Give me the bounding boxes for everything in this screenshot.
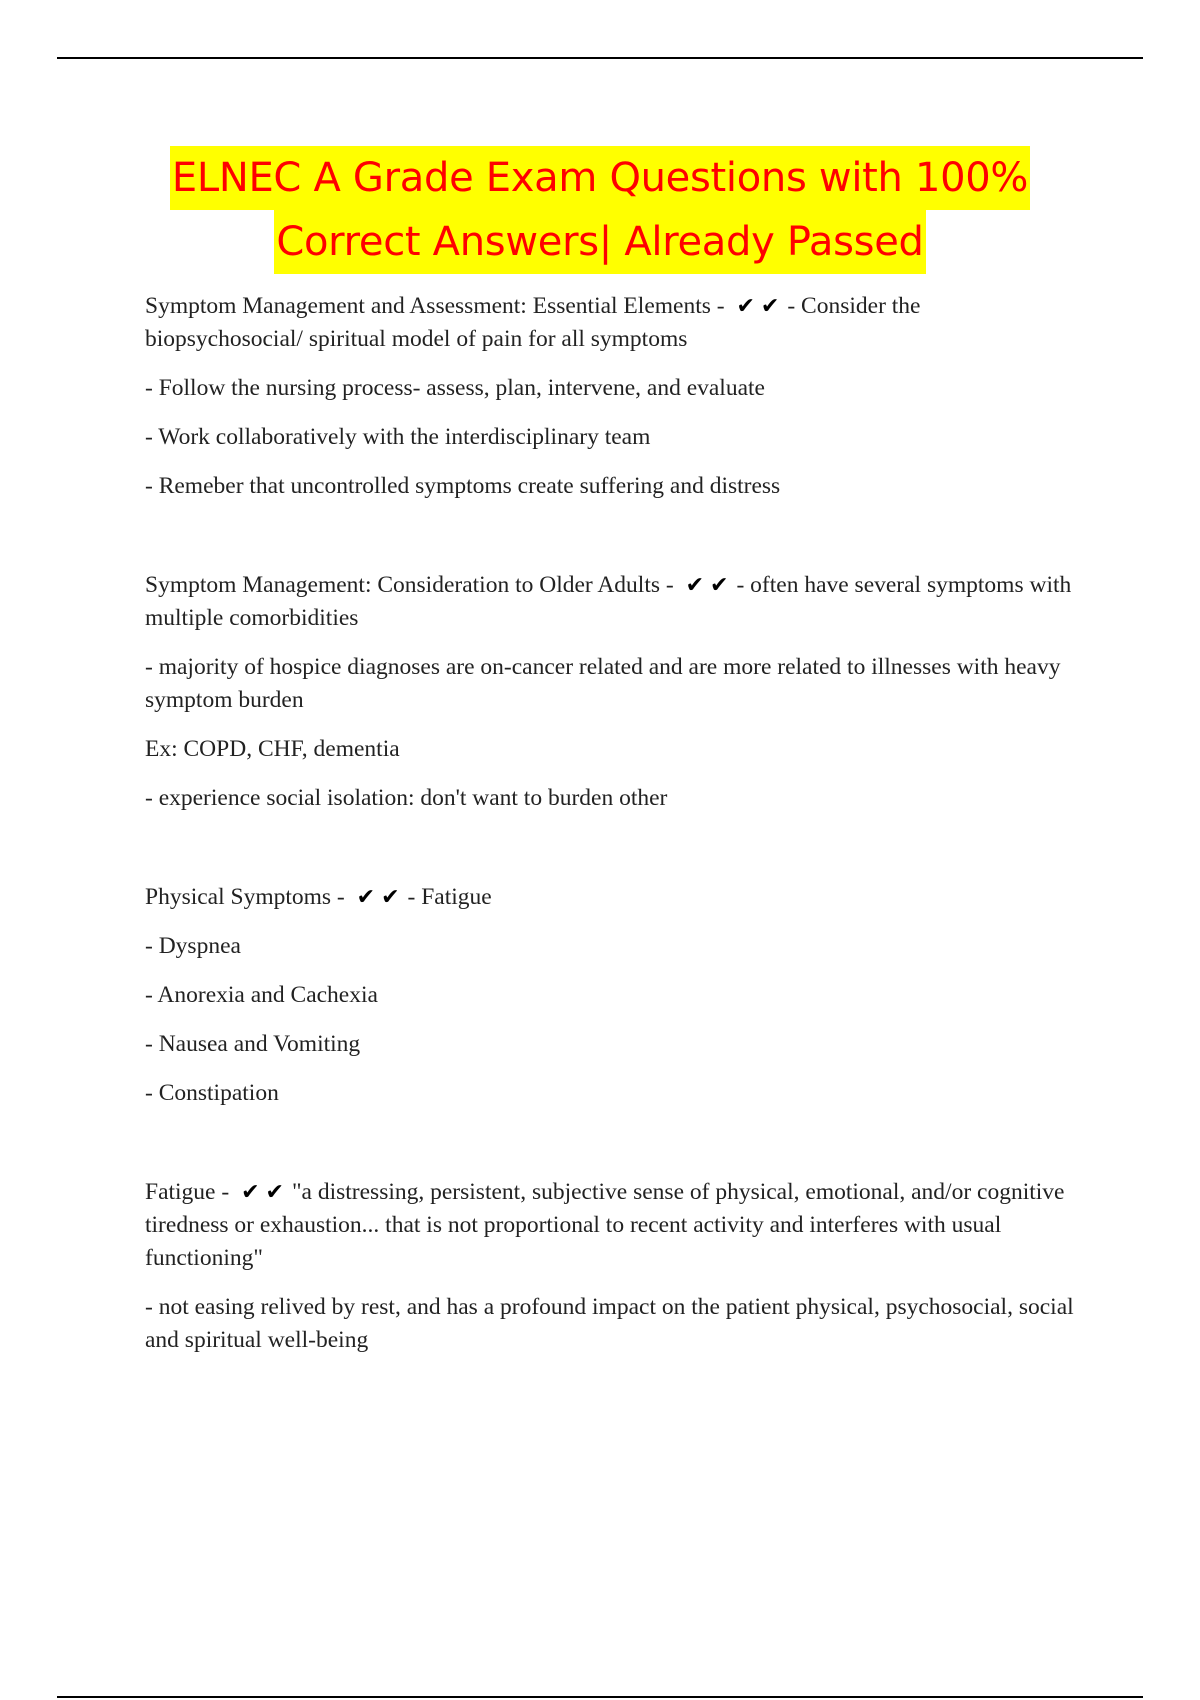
qa-section-physical-symptoms [145, 881, 1080, 1110]
title-line-1: ELNEC A Grade Exam Questions with 100% [170, 146, 1030, 210]
qa-section-essential-elements [145, 290, 1080, 503]
qa-line: Ex: COPD, CHF, dementia [145, 736, 400, 762]
qa-line: - experience social isolation: don't want to burden other [145, 785, 668, 811]
qa-line: - Dyspnea [145, 933, 241, 959]
qa-question [145, 290, 1080, 356]
qa-term: Symptom Management: Consideration to Older Adults - [145, 572, 680, 598]
qa-line: - majority of hospice diagnoses are on-cancer related and are more related to illnesses with heavy symptom burden [145, 654, 1061, 713]
qa-term: Physical Symptoms - [145, 884, 351, 910]
qa-section-fatigue [145, 1176, 1080, 1357]
qa-line: - Nausea and Vomiting [145, 1031, 361, 1057]
double-check-icon: ✔✔ [241, 1180, 290, 1205]
qa-answer: "a distressing, persistent, subjective sense of physical, emotional, and/or cognitive tiredness or exhaustion... that is not proportional to recent activity and interferes with usual functioning" [145, 1179, 1065, 1271]
qa-question [145, 1176, 1080, 1275]
double-check-icon: ✔✔ [736, 294, 786, 319]
qa-line: - Constipation [145, 1080, 279, 1106]
double-check-icon: ✔✔ [685, 573, 735, 598]
qa-answer: - Consider the biopsychosocial/ spiritual model of pain for all symptoms [145, 293, 921, 352]
qa-answer: - Fatigue [407, 884, 492, 910]
document-title [0, 146, 1200, 274]
document-body [145, 290, 1080, 1373]
top-rule [57, 57, 1143, 59]
bottom-rule [57, 1696, 1143, 1698]
title-line-2: Correct Answers| Already Passed [274, 210, 925, 274]
double-check-icon: ✔✔ [356, 885, 406, 910]
qa-section-older-adults [145, 569, 1080, 815]
qa-line: - Follow the nursing process- assess, plan, intervene, and evaluate [145, 375, 765, 401]
qa-term: Symptom Management and Assessment: Essential Elements - [145, 293, 731, 319]
qa-question [145, 569, 1080, 635]
qa-line: - Anorexia and Cachexia [145, 982, 378, 1008]
qa-answer: - often have several symptoms with multiple comorbidities [145, 572, 1072, 631]
qa-question [145, 881, 1080, 914]
qa-line: - Work collaboratively with the interdisciplinary team [145, 424, 651, 450]
qa-line: - not easing relived by rest, and has a profound impact on the patient physical, psychosocial, social and spiritual well-being [145, 1294, 1074, 1353]
qa-term: Fatigue - [145, 1179, 236, 1205]
qa-line: - Remeber that uncontrolled symptoms create suffering and distress [145, 473, 781, 499]
